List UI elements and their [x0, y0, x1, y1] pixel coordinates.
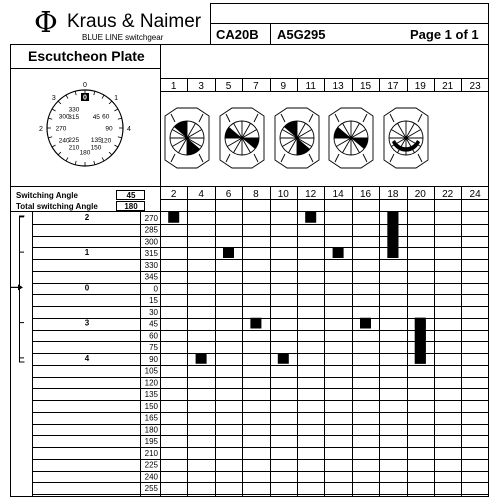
terminal-number: 8: [253, 189, 259, 199]
angle-label: 15: [149, 296, 158, 305]
terminal-number: 10: [277, 189, 289, 199]
terminal-number: 23: [469, 81, 481, 91]
angle-label: 45: [149, 319, 158, 329]
dial-angle-label: 225: [68, 136, 80, 144]
angle-label: 345: [144, 272, 158, 282]
dial-pointer-label: 0: [83, 94, 87, 102]
dial-position-label: 0: [83, 82, 87, 89]
contact-closed-mark: [333, 247, 344, 258]
contact-chamber-icon: [275, 108, 319, 168]
dial-angle-label: 315: [68, 114, 80, 122]
brand-logo: [10, 3, 208, 43]
escutcheon-dial: [10, 69, 160, 187]
dial-angle-label: 270: [55, 125, 67, 133]
terminal-number: 12: [305, 189, 317, 199]
terminal-number: 16: [359, 189, 372, 199]
escutcheon-title: Escutcheon Plate: [28, 48, 145, 64]
angle-label: 285: [144, 225, 158, 235]
terminal-number: 5: [225, 81, 232, 91]
dial-angle-label: 45: [92, 114, 100, 122]
position-label: 1: [84, 248, 90, 258]
dial-angle-label: 180: [79, 149, 91, 157]
dial-angle-label: 60: [102, 113, 110, 121]
position-label: 4: [84, 353, 90, 363]
angle-label: 0: [153, 284, 158, 294]
angle-label: 195: [144, 437, 158, 446]
terminal-number: 24: [469, 189, 481, 199]
dial-angle-label: 135: [90, 136, 102, 144]
model-code: CA20B: [216, 27, 259, 42]
dial-angle-label: 240: [58, 137, 70, 145]
terminal-number: 1: [170, 81, 177, 91]
terminal-number: 6: [225, 189, 232, 199]
terminal-number: 2: [170, 189, 177, 199]
angle-label: 60: [149, 331, 158, 341]
dial-angle-label: 300: [58, 113, 70, 121]
current-position-arrow-icon: [18, 284, 23, 290]
contact-chamber-icon: [165, 108, 209, 168]
switching-table: [0, 211, 480, 501]
switching-angle-value: 45: [126, 191, 136, 200]
contact-closed-mark: [168, 212, 179, 223]
contact-chambers: [160, 92, 490, 186]
switching-angle-label: Switching Angle: [16, 191, 78, 200]
terminal-number: 11: [305, 81, 316, 91]
terminal-numbers-top: [160, 79, 490, 91]
dial-position-label: 2: [39, 126, 43, 133]
dial-position-label: 1: [114, 94, 119, 102]
terminal-number: 4: [198, 189, 204, 199]
angle-label: 330: [144, 260, 158, 270]
terminal-number: 19: [414, 81, 426, 91]
angle-label: 180: [144, 425, 158, 435]
dial-position-label: 4: [127, 126, 131, 133]
dial-angle-label: 210: [68, 144, 80, 152]
terminal-number: 15: [359, 81, 372, 91]
contact-closed-mark: [360, 318, 371, 329]
terminal-number: 22: [442, 189, 454, 199]
position-label: 0: [84, 283, 90, 293]
contact-closed-mark: [305, 212, 316, 223]
angle-label: 75: [149, 343, 158, 352]
contact-closed-run: [387, 212, 398, 258]
terminal-number: 9: [280, 81, 287, 91]
brand-symbol-icon: Φ: [34, 5, 58, 39]
terminal-number: 21: [442, 81, 454, 91]
dial-angle-label: 150: [90, 144, 102, 152]
contact-chamber-icon: [329, 108, 373, 168]
angle-label: 270: [144, 213, 158, 223]
terminal-numbers-bottom: [160, 187, 490, 199]
terminal-number: 13: [332, 81, 344, 91]
brand-tagline: BLUE LINE switchgear: [82, 33, 164, 42]
angle-label: 30: [149, 307, 158, 317]
total-angle-value: 180: [124, 202, 138, 211]
angle-label: 90: [149, 354, 158, 364]
page-indicator: Page 1 of 1: [410, 27, 479, 42]
angle-label: 105: [144, 366, 158, 376]
terminal-number: 7: [253, 81, 259, 91]
terminal-number: 3: [198, 81, 204, 91]
position-label: 2: [84, 212, 90, 222]
contact-closed-mark: [278, 353, 289, 364]
angle-label: 315: [144, 249, 158, 258]
contact-closed-mark: [250, 318, 261, 329]
angle-label: 120: [144, 378, 158, 388]
contact-closed-run: [415, 318, 426, 364]
contact-chamber-icon: [384, 108, 428, 168]
angle-label: 135: [144, 390, 158, 399]
total-angle-label: Total switching Angle: [16, 202, 98, 211]
diagram-code: A5G295: [277, 27, 326, 42]
terminal-number: 18: [387, 189, 399, 199]
position-label: 3: [84, 318, 90, 328]
dial-angle-label: 330: [68, 106, 80, 114]
contact-closed-mark: [196, 353, 207, 364]
angle-label: 150: [144, 401, 158, 411]
terminal-number: 14: [332, 189, 344, 199]
dial-angle-label: 120: [100, 137, 112, 145]
angle-label: 225: [144, 460, 158, 470]
angle-label: 240: [144, 472, 158, 482]
angle-label: 300: [144, 237, 158, 247]
terminal-number: 20: [414, 189, 426, 199]
contact-chamber-icon: [220, 108, 264, 168]
angle-label: 210: [144, 448, 158, 458]
brand-name: Kraus & Naimer: [67, 11, 202, 32]
contact-closed-mark: [223, 247, 234, 258]
dial-position-label: 3: [51, 94, 56, 102]
angle-label: 165: [144, 413, 158, 423]
angle-label: 255: [144, 484, 158, 493]
terminal-number: 17: [387, 81, 399, 91]
dial-angle-label: 90: [105, 125, 113, 133]
